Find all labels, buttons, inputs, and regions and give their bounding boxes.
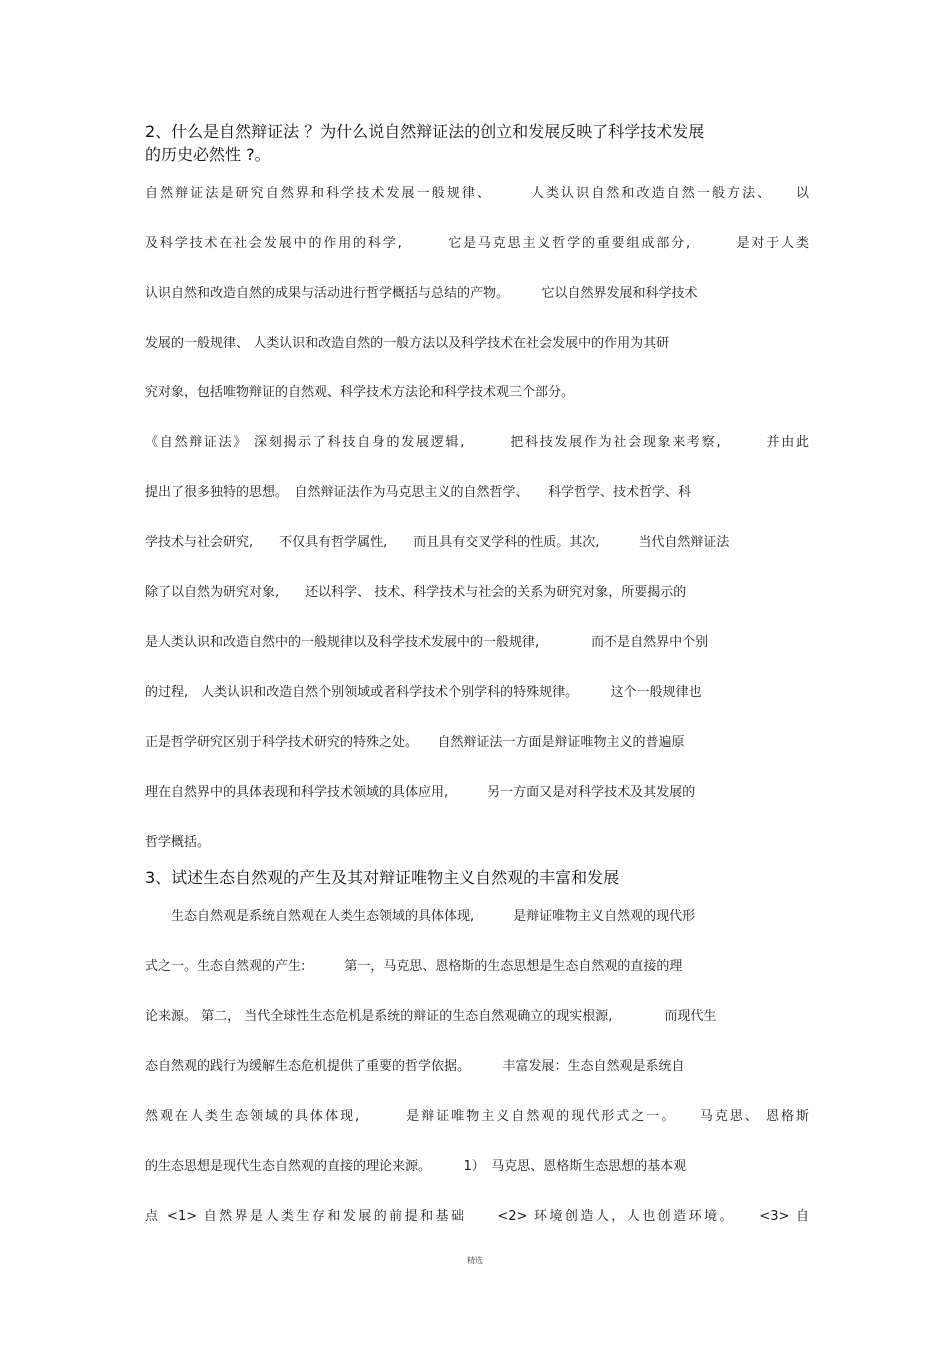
answer-2-line: 理在自然界中的具体表现和科学技术领域的具体应用, 另一方面又是对科学技术及其发展的 bbox=[145, 785, 696, 800]
answer-2-line: 哲学概括。 bbox=[145, 835, 211, 850]
answer-3-line: 态自然观的践行为缓解生态危机提供了重要的哲学依据。 丰富发展：生态自然观是系统自 bbox=[145, 1059, 685, 1074]
answer-2-line: 的过程, 人类认识和改造自然个别领域或者科学技术个别学科的特殊规律。 这个一般规律也 bbox=[145, 685, 702, 700]
question-3-title: 3、试述生态自然观的产生及其对辩证唯物主义自然观的丰富和发展 bbox=[145, 868, 620, 887]
answer-2-line: 究对象，包括唯物辩证的自然观、科学技术方法论和科学技术观三个部分。 bbox=[145, 385, 575, 400]
page-footer: 精选 bbox=[467, 1256, 483, 1265]
answer-3-line: 论来源。 第二， 当代全球性生态危机是系统的辩证的生态自然观确立的现实根源, 而现代生 bbox=[145, 1009, 717, 1024]
answer-2-line: 是人类认识和改造自然中的一般规律以及科学技术发展中的一般规律, 而不是自然界中个别 bbox=[145, 635, 709, 650]
answer-2-line: 学技术与社会研究, 不仅具有哲学属性, 而且具有交叉学科的性质。其次, 当代自然辩证法 bbox=[145, 535, 730, 550]
answer-3-line: 点 <1> 自然界是人类生存和发展的前提和基础 <2> 环境创造人，人也创造环境。 <3> 自 bbox=[145, 1209, 809, 1224]
answer-3-line: 然观在人类生态领域的具体体现, 是辩证唯物主义自然观的现代形式之一。 马克思、 恩格斯 bbox=[145, 1109, 809, 1124]
answer-2-line: 除了以自然为研究对象, 还以科学、 技术、科学技术与社会的关系为研究对象，所要揭示的 bbox=[145, 585, 687, 600]
answer-2-line: 认识自然和改造自然的成果与活动进行哲学概括与总结的产物。 它以自然界发展和科学技术 bbox=[145, 286, 698, 301]
answer-3-line: 式之一。生态自然观的产生: 第一，马克思、恩格斯的生态思想是生态自然观的直接的理 bbox=[145, 959, 683, 974]
answer-3-line: 的生态思想是现代生态自然观的直接的理论来源。 1） 马克思、恩格斯生态思想的基本观 bbox=[145, 1159, 687, 1174]
answer-3-line: 生态自然观是系统自然观在人类生态领域的具体体现, 是辩证唯物主义自然观的现代形 bbox=[145, 909, 696, 924]
answer-2-line: 自然辩证法是研究自然界和科学技术发展一般规律、 人类认识自然和改造自然一般方法、 以 bbox=[145, 186, 809, 201]
answer-2-line: 及科学技术在社会发展中的作用的科学, 它是马克思主义哲学的重要组成部分, 是对于人类 bbox=[145, 236, 809, 251]
question-2-title-line-2: 的历史必然性 ?。 bbox=[145, 145, 271, 164]
answer-2-line: 《自然辩证法》 深刻揭示了科技自身的发展逻辑, 把科技发展作为社会现象来考察, 并由此 bbox=[145, 435, 809, 450]
answer-2-line: 正是哲学研究区别于科学技术研究的特殊之处。 自然辩证法一方面是辩证唯物主义的普遍原 bbox=[145, 735, 685, 750]
answer-2-line: 发展的一般规律、 人类认识和改造自然的一般方法以及科学技术在社会发展中的作用为其研 bbox=[145, 336, 670, 351]
question-2-title-line-1: 2、什么是自然辩证法 ？为什么说自然辩证法的创立和发展反映了科学技术发展 bbox=[145, 122, 705, 141]
answer-2-line: 提出了很多独特的思想。 自然辩证法作为马克思主义的自然哲学、 科学哲学、技术哲学、科 bbox=[145, 485, 692, 500]
